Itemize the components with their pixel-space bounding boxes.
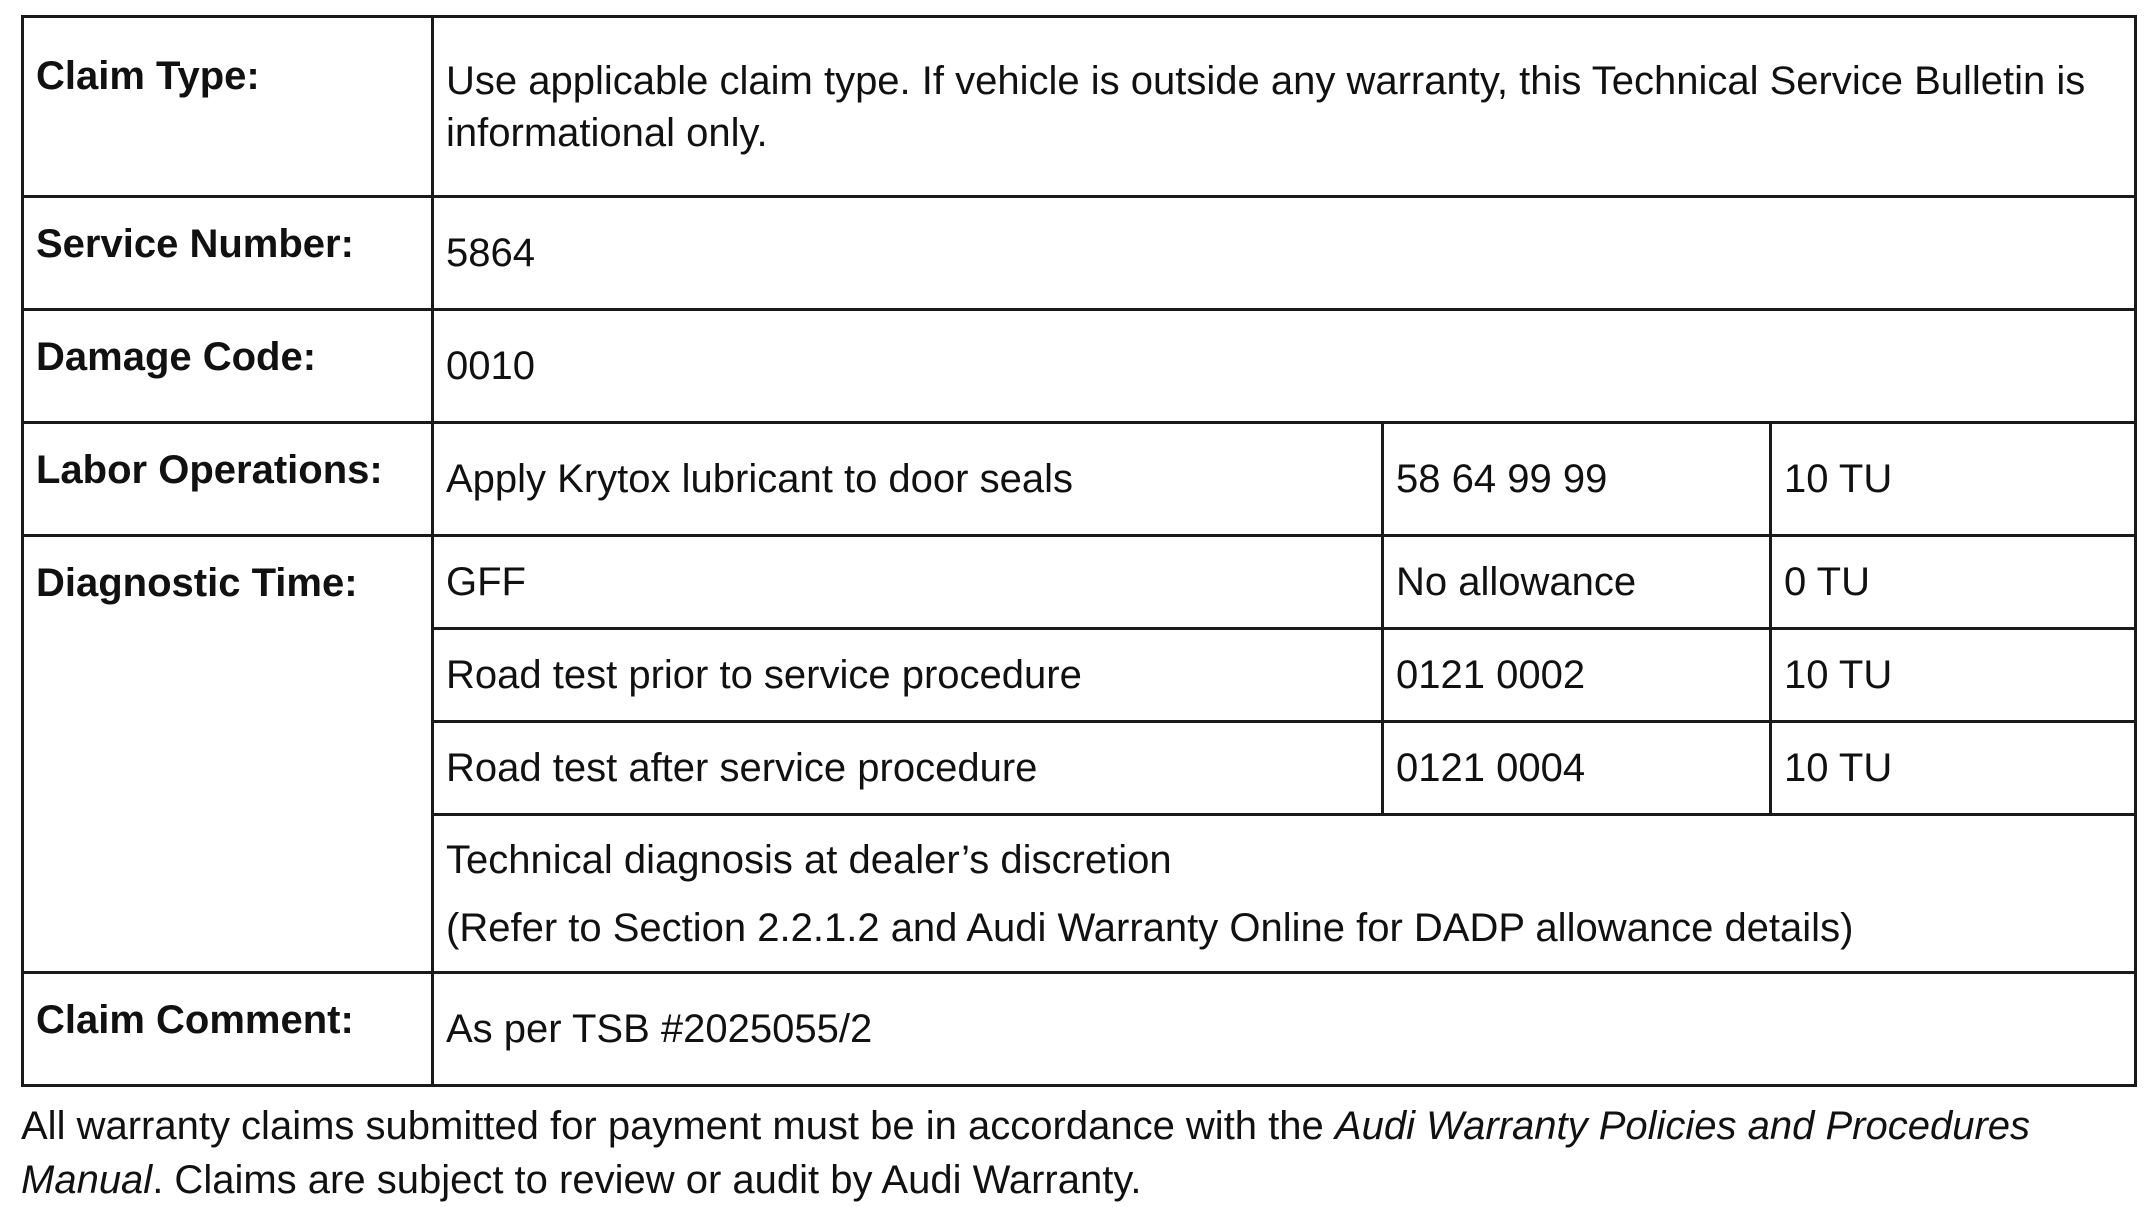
warranty-footer-note xyxy=(21,1099,2134,1207)
diagnostic-time-row xyxy=(23,536,2136,629)
warranty-info-page xyxy=(21,15,2134,1207)
diagnostic-time-label: Diagnostic Time: xyxy=(23,536,433,973)
damage-code-row xyxy=(23,310,2136,423)
damage-code-value: 0010 xyxy=(433,310,2136,423)
warranty-claim-table xyxy=(21,15,2137,1087)
diagnostic-description: Road test prior to service procedure xyxy=(433,629,1383,722)
footer-text-after: . Claims are subject to review or audit by Audi Warranty. xyxy=(152,1158,1142,1202)
diagnostic-time-value: 10 TU xyxy=(1771,629,2136,722)
labor-operation-code: 58 64 99 99 xyxy=(1383,423,1771,536)
service-number-value: 5864 xyxy=(433,197,2136,310)
labor-operations-row xyxy=(23,423,2136,536)
footer-text-before: All warranty claims submitted for payment must be in accordance with the xyxy=(21,1104,1335,1148)
diagnostic-note xyxy=(433,815,2136,973)
labor-operation-description: Apply Krytox lubricant to door seals xyxy=(433,423,1383,536)
service-number-label: Service Number: xyxy=(23,197,433,310)
claim-comment-row xyxy=(23,973,2136,1086)
manual-title: Audi Warranty Policies and Procedures Manual xyxy=(21,1104,2031,1202)
claim-type-row xyxy=(23,17,2136,197)
diagnostic-description: GFF xyxy=(433,536,1383,629)
claim-comment-label: Claim Comment: xyxy=(23,973,433,1086)
labor-operations-label: Labor Operations: xyxy=(23,423,433,536)
claim-type-value: Use applicable claim type. If vehicle is outside any warranty, this Technical Service Bulletin is informational only. xyxy=(433,17,2136,197)
diagnostic-code: 0121 0002 xyxy=(1383,629,1771,722)
diagnostic-note-reference: (Refer to Section 2.2.1.2 and Audi Warranty Online for DADP allowance details) xyxy=(446,905,1854,950)
claim-comment-value: As per TSB #2025055/2 xyxy=(433,973,2136,1086)
service-number-row xyxy=(23,197,2136,310)
labor-operation-time: 10 TU xyxy=(1771,423,2136,536)
diagnostic-time-value: 0 TU xyxy=(1771,536,2136,629)
diagnostic-time-value: 10 TU xyxy=(1771,722,2136,815)
diagnostic-code: 0121 0004 xyxy=(1383,722,1771,815)
claim-type-label: Claim Type: xyxy=(23,17,433,197)
diagnostic-note-line: Technical diagnosis at dealer’s discretion xyxy=(446,837,1172,882)
diagnostic-description: Road test after service procedure xyxy=(433,722,1383,815)
damage-code-label: Damage Code: xyxy=(23,310,433,423)
diagnostic-code: No allowance xyxy=(1383,536,1771,629)
